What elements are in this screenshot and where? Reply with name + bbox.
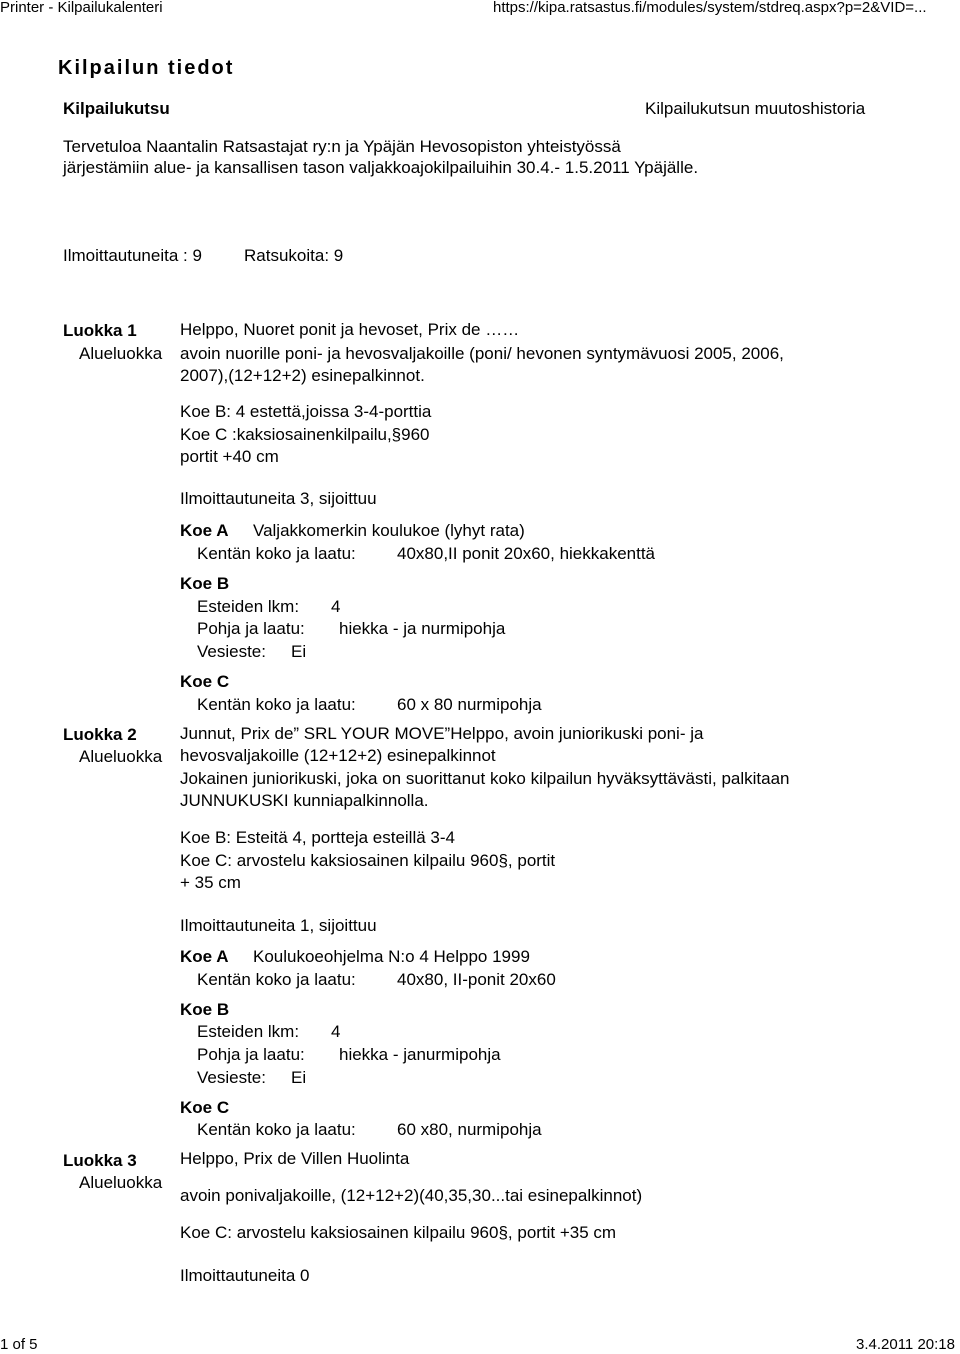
class-1-water-value: Ei	[291, 642, 307, 661]
class-2-water-value: Ei	[291, 1068, 307, 1087]
class-1-koe-c-info-2: portit +40 cm	[180, 447, 279, 466]
class-1-koe-b-label: Koe B	[180, 574, 230, 593]
class-1-obstacles-label: Esteiden lkm:	[197, 597, 300, 616]
class-2-registered: Ilmoittautuneita 1, sijoittuu	[180, 916, 377, 935]
class-2-label: Luokka 2	[63, 725, 137, 744]
class-1-ground-label: Pohja ja laatu:	[197, 619, 305, 638]
class-1-desc-2: 2007),(12+12+2) esinepalkinnot.	[180, 366, 425, 385]
class-2-koe-a-name: Koulukoeohjelma N:o 4 Helppo 1999	[253, 947, 530, 966]
class-3-registered: Ilmoittautuneita 0	[180, 1266, 310, 1285]
horses-count: Ratsukoita: 9	[244, 246, 344, 265]
class-1-desc-1: avoin nuorille poni- ja hevosvaljakoille (poni/ hevonen syntymävuosi 2005, 2006,	[180, 344, 784, 363]
class-2-level: Alueluokka	[79, 747, 163, 766]
class-1-title: Helppo, Nuoret ponit ja hevoset, Prix de ……	[180, 320, 520, 339]
class-3-level: Alueluokka	[79, 1173, 163, 1192]
class-2-koe-a-label: Koe A	[180, 947, 229, 966]
class-2-koe-c-field-value: 60 x80, nurmipohja	[397, 1120, 542, 1139]
intro-line-2: järjestämiin alue- ja kansallisen tason valjakkoajokilpailuihin 30.4.- 1.5.2011 Ypäjälle.	[63, 158, 699, 177]
class-3-koe-c-info: Koe C: arvostelu kaksiosainen kilpailu 960§, portit +35 cm	[180, 1223, 617, 1242]
class-2-koe-b-info: Koe B: Esteitä 4, portteja esteillä 3-4	[180, 828, 455, 847]
class-1-registered: Ilmoittautuneita 3, sijoittuu	[180, 489, 377, 508]
page-heading: Kilpailun tiedot	[58, 57, 235, 79]
class-1-koe-c-info-1: Koe C :kaksiosainenkilpailu,§960	[180, 425, 430, 444]
intro-line-1: Tervetuloa Naantalin Ratsastajat ry:n ja Ypäjän Hevosopiston yhteistyössä	[63, 137, 621, 156]
class-1-label: Luokka 1	[63, 321, 137, 340]
page-number: 1 of 5	[0, 1336, 38, 1353]
class-2-obstacles-value: 4	[331, 1022, 341, 1041]
class-2-koe-a-field-label: Kentän koko ja laatu:	[197, 970, 356, 989]
class-2-desc-3: JUNNUKUSKI kunniapalkinnolla.	[180, 791, 429, 810]
class-2-desc-1: hevosvaljakoille (12+12+2) esinepalkinnot	[180, 746, 496, 765]
class-1-koe-c-field-label: Kentän koko ja laatu:	[197, 695, 356, 714]
class-1-ground-value: hiekka - ja nurmipohja	[339, 619, 506, 638]
invitation-label: Kilpailukutsu	[63, 99, 170, 118]
class-1-obstacles-value: 4	[331, 597, 341, 616]
class-3-title: Helppo, Prix de Villen Huolinta	[180, 1149, 410, 1168]
print-timestamp: 3.4.2011 20:18	[856, 1336, 955, 1353]
page-url: https://kipa.ratsastus.fi/modules/system/stdreq.aspx?p=2&VID=...	[493, 0, 927, 16]
invitation-history-link[interactable]: Kilpailukutsun muutoshistoria	[645, 99, 866, 118]
class-1-koe-a-field-label: Kentän koko ja laatu:	[197, 544, 356, 563]
class-2-obstacles-label: Esteiden lkm:	[197, 1022, 300, 1041]
registered-count: Ilmoittautuneita : 9	[63, 246, 202, 265]
class-1-koe-c-label: Koe C	[180, 672, 230, 691]
class-3-label: Luokka 3	[63, 1151, 137, 1170]
class-1-koe-a-label: Koe A	[180, 521, 229, 540]
class-2-desc-2: Jokainen juniorikuski, joka on suorittanut koko kilpailun hyväksyttävästi, palkitaan	[180, 769, 790, 788]
class-2-koe-c-info-1: Koe C: arvostelu kaksiosainen kilpailu 960§, portit	[180, 851, 556, 870]
page-title-header: Printer - Kilpailukalenteri	[0, 0, 163, 16]
class-2-koe-c-info-2: + 35 cm	[180, 873, 241, 892]
class-1-koe-b-info: Koe B: 4 estettä,joissa 3-4-porttia	[180, 402, 432, 421]
class-3-desc-1: avoin ponivaljakoille, (12+12+2)(40,35,30...tai esinepalkinnot)	[180, 1186, 643, 1205]
class-1-level: Alueluokka	[79, 344, 163, 363]
class-2-ground-label: Pohja ja laatu:	[197, 1045, 305, 1064]
class-2-water-label: Vesieste:	[197, 1068, 266, 1087]
class-2-koe-c-label: Koe C	[180, 1098, 230, 1117]
class-2-title: Junnut, Prix de” SRL YOUR MOVE”Helppo, avoin juniorikuski poni- ja	[180, 724, 704, 743]
class-1-koe-a-name: Valjakkomerkin koulukoe (lyhyt rata)	[253, 521, 525, 540]
class-2-koe-b-label: Koe B	[180, 1000, 230, 1019]
class-2-koe-c-field-label: Kentän koko ja laatu:	[197, 1120, 356, 1139]
class-2-ground-value: hiekka - janurmipohja	[339, 1045, 501, 1064]
class-1-water-label: Vesieste:	[197, 642, 266, 661]
class-1-koe-a-field-value: 40x80,II ponit 20x60, hiekkakenttä	[397, 544, 656, 563]
class-2-koe-a-field-value: 40x80, II-ponit 20x60	[397, 970, 556, 989]
class-1-koe-c-field-value: 60 x 80 nurmipohja	[397, 695, 542, 714]
